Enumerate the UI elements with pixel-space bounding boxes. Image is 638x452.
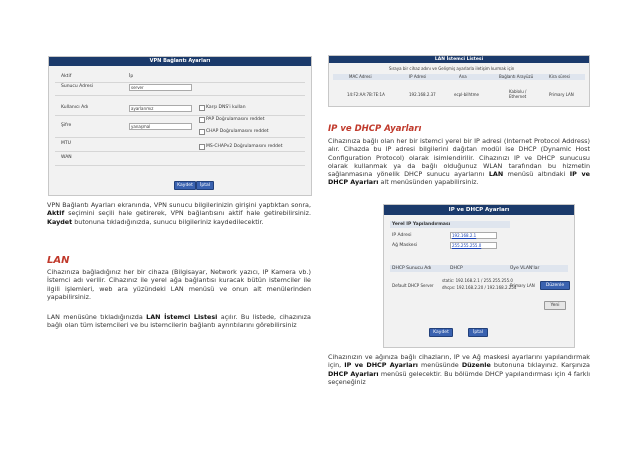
member-vlan: Primary LAN xyxy=(510,283,535,288)
text-run: VPN Bağlantı Ayarları ekranında, VPN sunucu bilgilerinizin girişini yaptıktan sonra, xyxy=(47,201,311,209)
divider xyxy=(55,151,305,152)
vpn-panel-title: VPN Bağlantı Ayarları xyxy=(49,57,311,66)
text-run: menüsünde xyxy=(421,361,459,370)
bold-term: Düzenle xyxy=(461,361,491,370)
vpn-description xyxy=(47,201,311,226)
text-run: menüsü altındaki xyxy=(507,170,566,179)
ip-dhcp-heading: IP ve DHCP Ayarları xyxy=(328,124,422,134)
column-header: Ana xyxy=(459,74,467,79)
column-header: Kira süresi xyxy=(549,74,570,79)
lan-client-list-screenshot xyxy=(328,55,590,107)
ip-config-section: Yerel IP Yapılandırması xyxy=(392,222,451,227)
save-button[interactable]: Kaydet xyxy=(429,328,453,337)
bold-term: Aktif xyxy=(47,209,65,218)
divider xyxy=(55,82,305,83)
text-run: menüsü gelecektir. Bu bölümde DHCP yapılandırması için 4 farklı seçeneğiniz xyxy=(328,369,590,386)
text-run: açılır. Bu listede, cihazınıza bağlı olan tüm istemcileri ve bu istemcilerin bağlantı ayrıntılarını görebilirsiniz xyxy=(47,313,311,330)
option-checkbox[interactable] xyxy=(199,105,205,111)
vpn-field-label: WAN xyxy=(61,155,72,160)
ip-address-value[interactable]: 192.168.2.1 xyxy=(450,232,497,239)
dhcp-panel-title: IP ve DHCP Ayarları xyxy=(384,205,574,215)
client-cell: ecpl-bilhtme xyxy=(454,92,479,97)
dhcp-server-name: Default DHCP Server xyxy=(392,283,434,288)
column-header: MAC Adresi xyxy=(349,74,372,79)
lan-description: Cihazınıza bağladığınız her bir cihaza (Bilgisayar, Network yazıcı, IP Kamera vb.) İstemci adı verilir. Cihazınız ile yerel ağa bağlantısı kuracak bütün istemciler ile ilgili işlemleri, web ara yüzündeki LAN menüsü ve onun alt menülerinden yapabilirsiniz. xyxy=(47,268,311,301)
netmask-value[interactable]: 255.255.255.0 xyxy=(450,242,497,249)
vpn-field-label: Sunucu Adresi xyxy=(61,84,94,89)
option-checkbox[interactable] xyxy=(199,144,205,150)
bold-term: Kaydet xyxy=(47,217,73,226)
text-run: Cihazınızın ve ağınıza bağlı cihazların, IP ve Ağ maskesi ayarlarını yapılandırmak için, xyxy=(328,353,590,370)
password-input[interactable]: yanaşmal xyxy=(129,123,192,130)
client-cell: 192.168.2.37 xyxy=(409,92,436,97)
column-header: Bağlantı Arayüzü xyxy=(499,74,534,79)
vpn-field-label: MTU xyxy=(61,141,71,146)
divider xyxy=(55,95,305,96)
option-label: MS-CHAPv2 Doğrulamasını reddet xyxy=(206,144,283,149)
vpn-field-label: Aktif xyxy=(61,74,72,79)
cancel-button[interactable]: İptal xyxy=(468,328,488,337)
vpn-active-value[interactable]: İp xyxy=(129,74,134,79)
option-label: CHAP Doğrulamasını reddet xyxy=(206,129,269,134)
ip-dhcp-settings-screenshot xyxy=(383,204,575,348)
divider xyxy=(55,115,305,116)
text-run: Cihazınıza bağlı olan her bir istemci yerel bir IP adresi (Internet Protocol Address) alır. Cihazda bu IP adresi bilgilerini dağıtan modül ise DHCP (Dynamic Host Configuration Protocol) olarak isimlendirilir. Cihazınızı IP ve DHCP sunucusu olarak kullanmak ya da bağlı olduğunuz WLAN tarafından bu hizmetin sağlanmasına yönelik DHCP sunucu ayarlarını xyxy=(328,137,590,179)
client-cell: Kablolu / Ethernet xyxy=(509,89,527,99)
text-run: butonuna tıkladığınızda, sunucu bilgileriniz kaydedilecektir. xyxy=(74,217,264,226)
vpn-settings-screenshot xyxy=(48,56,312,196)
dhcp-dynamic-range: dhcps: 192.168.2.20 / 192.168.2.254 xyxy=(442,285,517,290)
dhcp-description xyxy=(328,353,590,386)
vpn-field-label: Kullanıcı Adı xyxy=(61,105,89,110)
client-panel-subtitle: Sıraya bir cihaz adını ve Gelişmiş ayarlarla iletişim kurmak için xyxy=(389,66,515,71)
bold-term: IP ve DHCP Ayarları xyxy=(328,170,590,187)
divider xyxy=(55,137,305,138)
dhcp-static-range: static: 192.168.2.1 / 255.255.255.0 xyxy=(442,278,513,283)
bold-term: DHCP Ayarları xyxy=(328,369,379,378)
client-panel-title: LAN İstemci Listesi xyxy=(329,56,589,63)
server-address-input[interactable]: server xyxy=(129,84,192,91)
vpn-field-label: Şifre xyxy=(61,123,72,128)
divider xyxy=(55,165,305,166)
netmask-label: Ağ Maskesi xyxy=(392,243,418,248)
client-cell: 14:F2:AA:7B:7E:1A xyxy=(347,92,385,97)
option-label: PAP Doğrulamasını reddet xyxy=(206,117,265,122)
client-cell: Primary LAN xyxy=(549,92,574,97)
option-label: Karşı DNS'i kullan xyxy=(206,105,246,110)
bold-term: IP ve DHCP Ayarları xyxy=(344,361,418,370)
option-checkbox[interactable] xyxy=(199,129,205,135)
edit-button[interactable]: Düzenle xyxy=(540,281,570,290)
column-header: DHCP Sunucu Adı xyxy=(392,266,432,271)
text-run: alt menüsünden yapabilirsiniz. xyxy=(380,178,479,187)
lan-heading: LAN xyxy=(47,255,70,266)
save-button[interactable]: Kaydet xyxy=(174,181,196,190)
column-header: DHCP xyxy=(450,266,463,271)
username-input[interactable]: ayarlarımız xyxy=(129,105,192,112)
text-run: seçimini seçili hale getirerek, VPN bağlantısını aktif hale getirebilirsiniz. xyxy=(68,209,311,218)
column-header: IP Adresi xyxy=(409,74,427,79)
text-run: LAN menüsüne tıkladığınızda xyxy=(47,313,143,321)
column-header: Üye VLAN'lar xyxy=(510,266,540,271)
cancel-button[interactable]: İptal xyxy=(196,181,214,190)
bold-term: LAN İstemci Listesi xyxy=(146,313,218,321)
new-button[interactable]: Yeni xyxy=(544,301,566,310)
bold-term: LAN xyxy=(488,170,504,179)
ip-address-label: IP Adresi xyxy=(392,233,412,238)
option-checkbox[interactable] xyxy=(199,117,205,123)
text-run: butonuna tıklayınız. Karşınıza xyxy=(493,361,590,370)
lan-client-description xyxy=(47,313,311,330)
ip-dhcp-description xyxy=(328,137,590,187)
